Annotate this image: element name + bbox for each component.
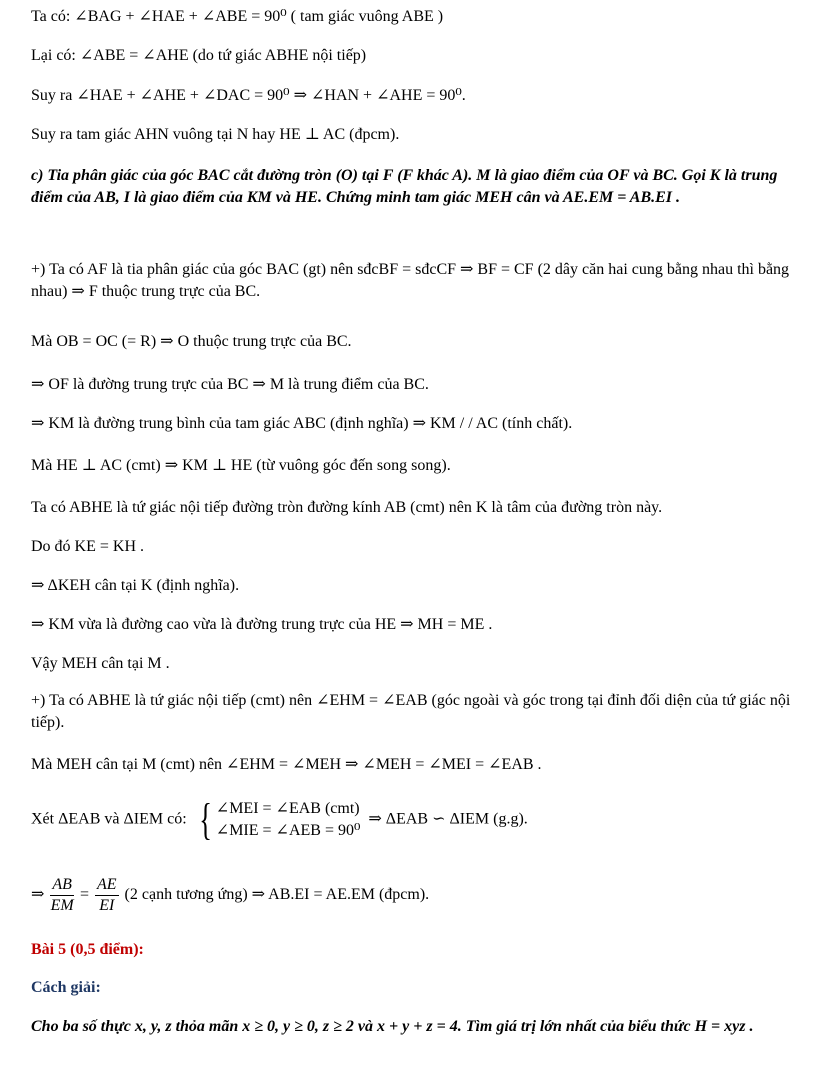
ratio-line	[31, 873, 806, 917]
text-line: ⇒ ΔKEH cân tại K (định nghĩa).	[31, 577, 240, 594]
text-line: Vậy MEH cân tại M .	[31, 655, 170, 672]
text-line: +) Ta có AF là tia phân giác của góc BAC (gt) nên sđcBF = sđcCF ⇒ BF = CF (2 dây căn hai cung bằng nhau thì bằng nhau) ⇒ F thuộc trung trực của BC.	[31, 261, 790, 300]
section-heading-bai5: Bài 5 (0,5 điểm):	[31, 941, 144, 958]
text-line: Suy ra tam giác AHN vuông tại N hay HE ⊥ AC (đpcm).	[31, 126, 400, 143]
equation-system	[195, 795, 361, 844]
method-heading: Cách giải:	[31, 979, 101, 996]
xet-system-line	[31, 795, 806, 844]
part-c-statement: c) Tia phân giác của góc BAC cắt đường tròn (O) tại F (F khác A). M là giao điểm của OF và BC. Gọi K là trung điểm của AB, I là giao điểm của KM và HE. Chứng minh tam giác MEH cân và AE.EM = AB.EI .	[31, 167, 778, 206]
text-line: Do đó KE = KH .	[31, 538, 145, 555]
equals-symbol: =	[79, 886, 89, 903]
xet-prefix: Xét ΔEAB và ΔIEM có:	[31, 810, 187, 828]
system-line-1: ∠MEI = ∠EAB (cmt)	[215, 800, 360, 817]
text-line: ⇒ KM là đường trung bình của tam giác ABC (định nghĩa) ⇒ KM / / AC (tính chất).	[31, 415, 573, 432]
fraction-ab-em	[50, 875, 74, 916]
numerator: AB	[50, 875, 74, 896]
fraction-ae-ei	[95, 875, 119, 916]
denominator: EM	[50, 896, 74, 914]
text-line: +) Ta có ABHE là tứ giác nội tiếp (cmt) nên ∠EHM = ∠EAB (góc ngoài và góc trong tại đỉnh đối diện của tứ giác nội tiếp).	[31, 692, 791, 731]
text-line: Ta có ABHE là tứ giác nội tiếp đường tròn đường kính AB (cmt) nên K là tâm của đường tròn này.	[31, 499, 663, 516]
text-line: Suy ra ∠HAE + ∠AHE + ∠DAC = 90⁰ ⇒ ∠HAN + ∠AHE = 90⁰.	[31, 87, 466, 104]
numerator: AE	[95, 875, 119, 896]
text-line: ⇒ KM vừa là đường cao vừa là đường trung trực của HE ⇒ MH = ME .	[31, 616, 493, 633]
text-line: Mà MEH cân tại M (cmt) nên ∠EHM = ∠MEH ⇒ ∠MEH = ∠MEI = ∠EAB .	[31, 756, 542, 773]
brace-symbol: {	[198, 795, 212, 844]
text-line: Ta có: ∠BAG + ∠HAE + ∠ABE = 90⁰ ( tam giác vuông ABE )	[31, 8, 444, 25]
system-line-2: ∠MIE = ∠AEB = 90⁰	[215, 822, 361, 839]
ratio-conclusion: (2 cạnh tương ứng) ⇒ AB.EI = AE.EM (đpcm).	[124, 886, 430, 903]
text-line: ⇒ OF là đường trung trực của BC ⇒ M là trung điểm của BC.	[31, 376, 429, 393]
problem-statement: Cho ba số thực x, y, z thỏa mãn x ≥ 0, y ≥ 0, z ≥ 2 và x + y + z = 4. Tìm giá trị lớn nhất của biểu thức H = xyz .	[31, 1018, 754, 1035]
text-line: Mà HE ⊥ AC (cmt) ⇒ KM ⊥ HE (từ vuông góc đến song song).	[31, 457, 451, 474]
text-line: Mà OB = OC (= R) ⇒ O thuộc trung trực của BC.	[31, 333, 352, 350]
xet-suffix: ⇒ ΔEAB ∽ ΔIEM (g.g).	[368, 810, 528, 828]
text-line: Lại có: ∠ABE = ∠AHE (do tứ giác ABHE nội tiếp)	[31, 47, 367, 64]
denominator: EI	[99, 896, 115, 914]
implies-symbol: ⇒	[31, 886, 45, 903]
